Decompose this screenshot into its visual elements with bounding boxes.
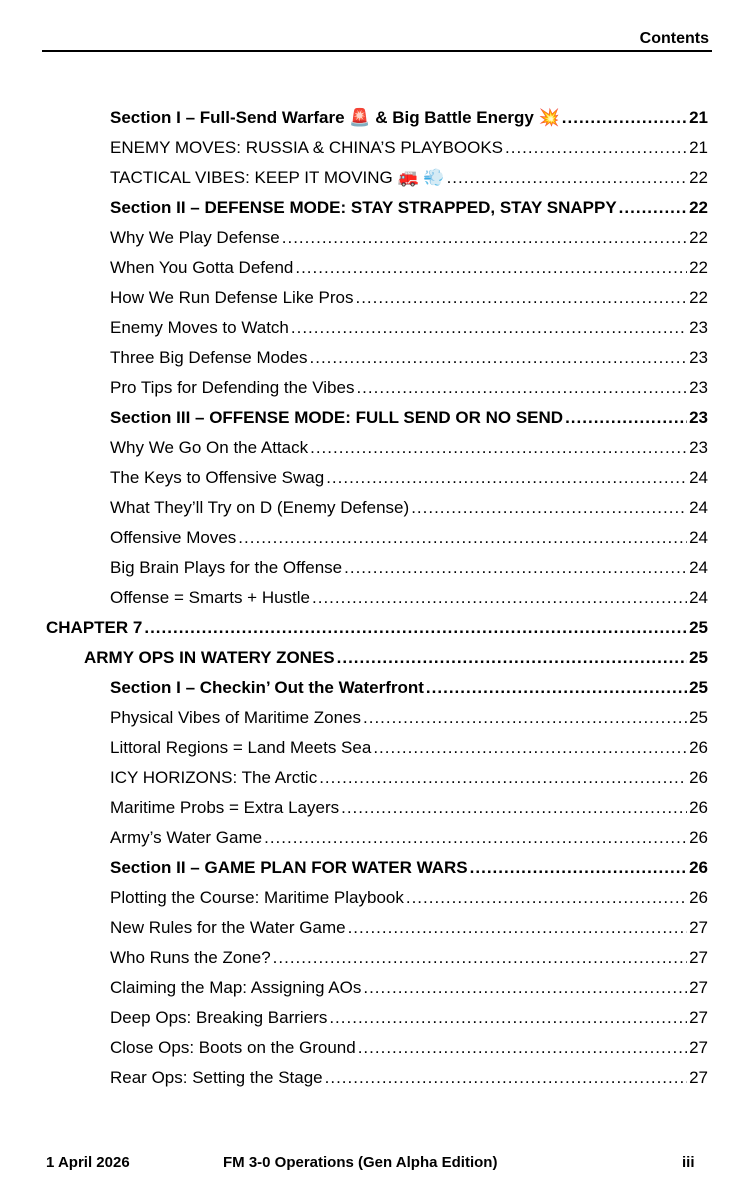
- toc-entry-page: 22: [689, 198, 708, 217]
- footer-publication: FM 3-0 Operations (Gen Alpha Edition): [223, 1154, 498, 1171]
- toc-entry-title: Section I – Checkin’ Out the Waterfront: [110, 678, 424, 697]
- toc-entry-page: 27: [689, 948, 708, 967]
- page-header-title: Contents: [639, 30, 709, 47]
- header-divider: [42, 50, 712, 52]
- toc-dot-leader: [310, 348, 688, 368]
- toc-entry-page: 26: [689, 738, 708, 757]
- toc-entry-title: Offensive Moves: [110, 528, 237, 547]
- toc-entry[interactable]: [110, 1028, 708, 1058]
- toc-entry[interactable]: [110, 818, 708, 848]
- toc-entry-title: Why We Go On the Attack: [110, 438, 309, 457]
- toc-entry[interactable]: [110, 878, 708, 908]
- toc-entry[interactable]: [110, 488, 708, 518]
- toc-entry[interactable]: [110, 218, 708, 248]
- toc-entry-title: Section I – Full-Send Warfare 🚨 & Big Battle Energy 💥: [110, 108, 560, 127]
- toc-entry-title: Army’s Water Game: [110, 828, 263, 847]
- toc-entry[interactable]: [110, 848, 708, 878]
- toc-entry[interactable]: [110, 998, 708, 1028]
- toc-entry-page: 25: [689, 648, 708, 667]
- toc-entry[interactable]: [110, 698, 708, 728]
- toc-entry-page: 26: [689, 888, 708, 907]
- toc-entry-title: Rear Ops: Setting the Stage: [110, 1068, 323, 1087]
- toc-entry[interactable]: [84, 638, 708, 668]
- toc-entry[interactable]: [110, 338, 708, 368]
- toc-entry-page: 22: [689, 228, 708, 247]
- toc-entry-page: 27: [689, 918, 708, 937]
- toc-entry-page: 25: [689, 678, 708, 697]
- toc-entry-title: Big Brain Plays for the Offense: [110, 558, 343, 577]
- toc-entry-page: 23: [689, 378, 708, 397]
- toc-entry-page: 27: [689, 1008, 708, 1027]
- toc-dot-leader: [329, 1008, 687, 1028]
- toc-dot-leader: [447, 168, 688, 188]
- toc-entry-title: Why We Play Defense: [110, 228, 280, 247]
- toc-dot-leader: [373, 738, 687, 758]
- toc-entry[interactable]: [110, 728, 708, 758]
- toc-dot-leader: [619, 198, 687, 218]
- toc-dot-leader: [144, 618, 687, 638]
- toc-entry[interactable]: [110, 518, 708, 548]
- toc-dot-leader: [356, 378, 687, 398]
- toc-entry[interactable]: [110, 1058, 708, 1088]
- toc-entry-page: 24: [689, 498, 708, 517]
- toc-entry-page: 27: [689, 1038, 708, 1057]
- toc-entry-page: 21: [689, 108, 708, 127]
- toc-entry-page: 27: [689, 978, 708, 997]
- toc-entry-title: Section II – DEFENSE MODE: STAY STRAPPED, STAY SNAPPY: [110, 198, 617, 217]
- toc-entry-page: 25: [689, 708, 708, 727]
- toc-entry-title: Pro Tips for Defending the Vibes: [110, 378, 355, 397]
- toc-dot-leader: [411, 498, 687, 518]
- toc-dot-leader: [337, 648, 687, 668]
- toc-dot-leader: [565, 408, 687, 428]
- toc-entry-page: 26: [689, 858, 708, 877]
- toc-dot-leader: [341, 798, 687, 818]
- toc-entry[interactable]: [110, 188, 708, 218]
- toc-entry-title: Claiming the Map: Assigning AOs: [110, 978, 362, 997]
- toc-dot-leader: [505, 138, 687, 158]
- toc-entry[interactable]: [110, 458, 708, 488]
- toc-dot-leader: [363, 978, 687, 998]
- toc-entry-title: Who Runs the Zone?: [110, 948, 271, 967]
- toc-entry[interactable]: [110, 668, 708, 698]
- toc-entry-page: 22: [689, 258, 708, 277]
- toc-entry-title: When You Gotta Defend: [110, 258, 294, 277]
- toc-entry-title: Physical Vibes of Maritime Zones: [110, 708, 362, 727]
- toc-entry-page: 27: [689, 1068, 708, 1087]
- toc-entry-title: Three Big Defense Modes: [110, 348, 308, 367]
- toc-entry-title: ARMY OPS IN WATERY ZONES: [84, 648, 335, 667]
- toc-entry[interactable]: [110, 128, 708, 158]
- toc-entry-page: 24: [689, 558, 708, 577]
- toc-entry-title: How We Run Defense Like Pros: [110, 288, 354, 307]
- toc-entry-title: What They’ll Try on D (Enemy Defense): [110, 498, 410, 517]
- toc-dot-leader: [273, 948, 687, 968]
- toc-entry[interactable]: [110, 548, 708, 578]
- toc-dot-leader: [326, 468, 687, 488]
- toc-entry[interactable]: [110, 158, 708, 188]
- toc-entry-page: 23: [689, 348, 708, 367]
- toc-entry[interactable]: [110, 278, 708, 308]
- toc-dot-leader: [295, 258, 687, 278]
- toc-dot-leader: [344, 558, 687, 578]
- toc-entry[interactable]: [110, 578, 708, 608]
- toc-entry-title: Enemy Moves to Watch: [110, 318, 289, 337]
- toc-entry-title: ENEMY MOVES: RUSSIA & CHINA’S PLAYBOOKS: [110, 138, 504, 157]
- toc-entry-title: Section II – GAME PLAN FOR WATER WARS: [110, 858, 468, 877]
- toc-entry-page: 24: [689, 468, 708, 487]
- toc-dot-leader: [363, 708, 687, 728]
- toc-entry-title: Offense = Smarts + Hustle: [110, 588, 310, 607]
- toc-entry-title: ICY HORIZONS: The Arctic: [110, 768, 318, 787]
- toc-dot-leader: [238, 528, 687, 548]
- toc-dot-leader: [355, 288, 687, 308]
- toc-dot-leader: [358, 1038, 687, 1058]
- toc-dot-leader: [310, 438, 687, 458]
- toc-dot-leader: [319, 768, 687, 788]
- toc-entry-title: Plotting the Course: Maritime Playbook: [110, 888, 404, 907]
- toc-entry-page: 26: [689, 828, 708, 847]
- toc-dot-leader: [312, 588, 687, 608]
- toc-entry-page: 23: [689, 438, 708, 457]
- toc-entry[interactable]: [110, 938, 708, 968]
- toc-dot-leader: [470, 858, 687, 878]
- toc-entry[interactable]: [110, 368, 708, 398]
- toc-entry-title: Deep Ops: Breaking Barriers: [110, 1008, 328, 1027]
- toc-entry[interactable]: [110, 398, 708, 428]
- toc-entry-page: 25: [689, 618, 708, 637]
- toc-entry[interactable]: [110, 428, 708, 458]
- toc-entry-title: Close Ops: Boots on the Ground: [110, 1038, 356, 1057]
- toc-entry[interactable]: [110, 968, 708, 998]
- toc-dot-leader: [348, 918, 688, 938]
- toc-dot-leader: [406, 888, 687, 908]
- toc-entry-page: 23: [689, 318, 708, 337]
- toc-entry-title: Littoral Regions = Land Meets Sea: [110, 738, 372, 757]
- toc-entry-page: 26: [689, 768, 708, 787]
- toc-entry-title: TACTICAL VIBES: KEEP IT MOVING 🚒 💨: [110, 168, 445, 187]
- toc-dot-leader: [291, 318, 687, 338]
- footer-date: 1 April 2026: [46, 1154, 130, 1171]
- toc-entry[interactable]: [110, 308, 708, 338]
- toc-entry-page: 23: [689, 408, 708, 427]
- toc-entry-page: 21: [689, 138, 708, 157]
- toc-entry[interactable]: [110, 248, 708, 278]
- toc-dot-leader: [264, 828, 687, 848]
- toc-entry[interactable]: [46, 608, 708, 638]
- toc-entry-title: Maritime Probs = Extra Layers: [110, 798, 340, 817]
- toc-dot-leader: [282, 228, 687, 248]
- toc-entry[interactable]: [110, 908, 708, 938]
- toc-entry-page: 26: [689, 798, 708, 817]
- footer-page-number: iii: [682, 1154, 695, 1171]
- toc-entry-page: 22: [689, 288, 708, 307]
- toc-entry-page: 24: [689, 588, 708, 607]
- toc-entry-title: Section III – OFFENSE MODE: FULL SEND OR NO SEND: [110, 408, 564, 427]
- toc-dot-leader: [325, 1068, 687, 1088]
- toc-entry-title: The Keys to Offensive Swag: [110, 468, 325, 487]
- toc-entry-title: New Rules for the Water Game: [110, 918, 346, 937]
- toc-entry[interactable]: [110, 788, 708, 818]
- toc-dot-leader: [426, 678, 687, 698]
- toc-entry[interactable]: [110, 98, 708, 128]
- toc-entry-title: CHAPTER 7: [46, 618, 143, 637]
- toc-entry[interactable]: [110, 758, 708, 788]
- toc-entry-page: 22: [689, 168, 708, 187]
- toc-entry-page: 24: [689, 528, 708, 547]
- toc-dot-leader: [562, 108, 687, 128]
